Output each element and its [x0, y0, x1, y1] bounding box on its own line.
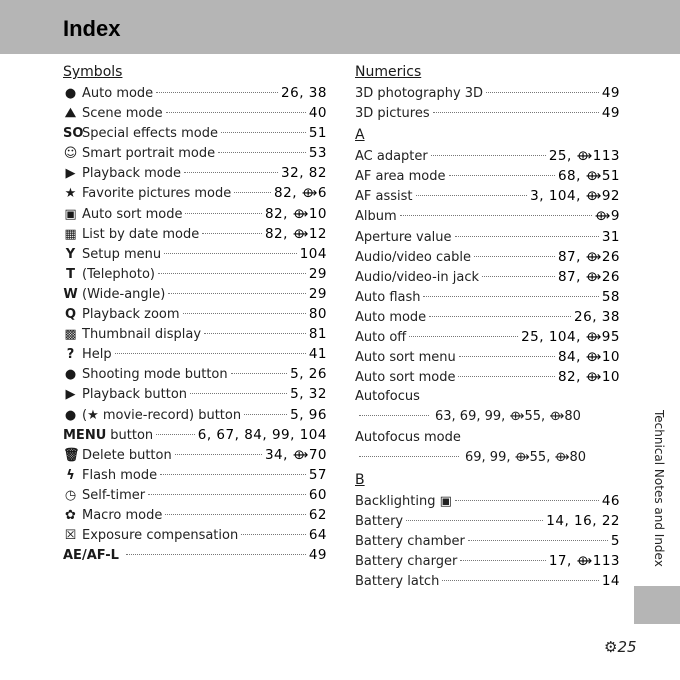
index-entry	[63, 264, 327, 284]
sidebar-tab	[634, 586, 680, 624]
camera-icon: ●	[64, 86, 77, 101]
index-entry	[63, 485, 327, 505]
index-entry	[355, 531, 620, 551]
wide-angle-icon: W	[63, 286, 78, 302]
index-entry-pages[interactable]: 58	[601, 288, 620, 305]
index-entry-term: Auto sort mode	[355, 370, 456, 386]
index-entry	[355, 206, 620, 226]
index-entry-pages[interactable]: 60	[308, 486, 327, 503]
index-entry	[355, 227, 620, 247]
index-entry-subline	[355, 407, 620, 427]
index-entry-pages[interactable]: 84, ⟴10	[557, 349, 620, 366]
list-by-date-icon: ▦	[64, 226, 77, 242]
page-title: Index	[63, 16, 121, 41]
index-entry-term: Special effects mode	[82, 126, 218, 142]
dot-leader	[185, 213, 261, 214]
dot-leader	[431, 155, 546, 156]
index-entry	[63, 244, 327, 264]
index-entry	[63, 364, 327, 384]
section-heading-numerics: Numerics	[355, 64, 422, 80]
index-entry-term: AF assist	[355, 189, 413, 205]
dot-leader	[202, 233, 262, 234]
index-entry-term: Aperture value	[355, 229, 452, 245]
index-entry	[63, 545, 327, 565]
index-entry-term: (★ movie-record) button	[82, 407, 242, 423]
help-icon: ?	[66, 347, 75, 363]
dot-leader	[486, 92, 599, 93]
index-entry	[63, 143, 327, 163]
ae-af-lock-icon: AE/AF-L	[63, 548, 119, 564]
index-entry-term: Shooting mode button	[82, 367, 228, 383]
playback-icon: ▶	[65, 166, 76, 182]
dot-leader	[468, 540, 608, 541]
dot-leader	[459, 356, 555, 357]
index-entry-term: Exposure compensation	[82, 528, 239, 544]
index-entry-term: Playback zoom	[82, 307, 180, 323]
section-heading-b: B	[355, 471, 365, 488]
index-entry-pages[interactable]: 17, ⟴113	[548, 552, 620, 569]
numerics-list	[355, 83, 620, 123]
index-entry	[355, 186, 620, 206]
index-entry	[355, 146, 620, 166]
index-entry	[355, 551, 620, 571]
index-entry-pages[interactable]: 63, 69, 99, ⟴55, ⟴80	[435, 409, 581, 425]
dot-leader	[168, 293, 305, 294]
index-entry-pages[interactable]: 64	[308, 527, 327, 544]
index-entry-pages[interactable]: 57	[308, 466, 327, 483]
index-entry-term: Backlighting ▣	[355, 493, 452, 509]
index-entry	[63, 284, 327, 304]
dot-leader	[183, 313, 306, 314]
index-entry-term: Macro mode	[82, 507, 163, 523]
dot-leader	[148, 494, 306, 495]
index-entry	[63, 163, 327, 183]
dot-leader	[482, 276, 555, 277]
index-entry	[355, 83, 620, 103]
dot-leader	[115, 353, 306, 354]
index-entry-term: 3D pictures	[355, 106, 430, 122]
dot-leader	[449, 175, 555, 176]
index-entry-pages[interactable]: 68, ⟴51	[557, 168, 620, 185]
dot-leader	[165, 514, 305, 515]
index-entry	[355, 267, 620, 287]
b-list	[355, 491, 620, 591]
dot-leader	[190, 393, 287, 394]
index-column-right	[355, 60, 620, 591]
dot-leader	[218, 152, 306, 153]
index-entry-pages[interactable]: 34, ⟴70	[264, 446, 327, 463]
index-entry-pages[interactable]: 53	[308, 145, 327, 162]
index-column-left	[63, 60, 327, 565]
page-header	[0, 0, 680, 54]
index-entry	[355, 347, 620, 367]
index-entry	[63, 324, 327, 344]
index-entry-term: Smart portrait mode	[82, 146, 216, 162]
index-entry-term: Album	[355, 209, 397, 225]
section-heading-a: A	[355, 127, 365, 144]
index-entry-pages[interactable]: 69, 99, ⟴55, ⟴80	[465, 449, 587, 465]
index-entry	[63, 344, 327, 364]
dot-leader	[458, 376, 554, 377]
menu-icon: MENU	[63, 427, 107, 443]
special-effects-icon: SO	[63, 126, 84, 142]
index-entry-term: Battery	[355, 513, 404, 529]
shooting-mode-button-icon: ●	[64, 367, 77, 383]
dot-leader	[158, 273, 306, 274]
dot-leader	[474, 256, 555, 257]
dot-leader	[204, 333, 306, 334]
index-entry-term: Self-timer	[82, 487, 146, 503]
auto-sort-icon: ▣	[64, 206, 77, 222]
index-entry	[63, 445, 327, 465]
index-entry-pages[interactable]: 49	[601, 105, 620, 122]
index-entry-pages[interactable]: 80	[308, 306, 327, 323]
dot-leader	[429, 316, 571, 317]
index-entry-pages[interactable]: 87, ⟴26	[557, 268, 620, 285]
dot-leader	[359, 456, 459, 457]
index-entry	[355, 247, 620, 267]
index-entry-term: Battery chamber	[355, 533, 465, 549]
index-entry-pages[interactable]: 6, 67, 84, 99, 104	[197, 426, 327, 443]
index-entry	[63, 384, 327, 404]
index-entry-term: (Wide-angle)	[82, 286, 166, 302]
index-entry	[63, 304, 327, 324]
index-entry	[355, 287, 620, 307]
telephoto-icon: T	[66, 266, 75, 282]
index-entry-term: Autofocus mode	[355, 429, 461, 445]
index-entry-term: Help	[82, 347, 112, 363]
dot-leader	[406, 520, 543, 521]
index-entry-term: Auto mode	[82, 86, 154, 101]
index-entry	[355, 307, 620, 327]
index-entry-term: AF area mode	[355, 169, 446, 185]
index-entry	[63, 83, 327, 103]
index-entry-term: Favorite pictures mode	[82, 186, 232, 202]
dot-leader	[160, 474, 306, 475]
dot-leader	[455, 500, 599, 501]
index-entry-term: Delete button	[82, 447, 172, 463]
index-entry	[63, 405, 327, 425]
a-list	[355, 146, 620, 387]
dot-leader	[416, 195, 528, 196]
index-entry-term: Audio/video cable	[355, 249, 471, 265]
delete-icon: 🗑	[63, 447, 80, 463]
index-entry	[355, 327, 620, 347]
index-entry	[63, 183, 327, 203]
favorite-icon: ★	[64, 186, 77, 202]
index-entry-term: Flash mode	[82, 467, 158, 483]
index-entry-term: Auto mode	[355, 309, 427, 325]
dot-leader	[156, 434, 195, 435]
index-entry-term: Scene mode	[82, 106, 163, 122]
index-entry	[63, 103, 327, 123]
index-entry-term: Battery latch	[355, 574, 440, 590]
dot-leader	[244, 414, 287, 415]
page-number: ⚙25	[604, 638, 637, 656]
index-entry-term: (Telephoto)	[82, 266, 155, 282]
index-entry-pages[interactable]: 82, ⟴12	[264, 225, 327, 242]
index-entry-pages[interactable]: 25, 104, ⟴95	[521, 329, 620, 346]
index-entry-pages[interactable]: 82, ⟴10	[557, 369, 620, 386]
index-entry-term: Autofocus	[355, 389, 420, 405]
thumbnail-icon: ▩	[64, 327, 77, 343]
dot-leader	[455, 236, 599, 237]
index-entry-term: Audio/video-in jack	[355, 269, 480, 285]
macro-icon: ✿	[65, 507, 76, 523]
dot-leader	[184, 172, 278, 173]
dot-leader	[164, 253, 297, 254]
index-entry-pages[interactable]: 49	[308, 547, 327, 564]
index-entry-pages[interactable]: 41	[308, 346, 327, 363]
index-entry-pages[interactable]: 31	[601, 228, 620, 245]
index-entry-pages[interactable]: 26, 38	[574, 308, 620, 325]
dot-leader	[241, 534, 306, 535]
index-entry	[63, 204, 327, 224]
index-entry	[63, 465, 327, 485]
symbols-list	[63, 83, 327, 565]
index-entry-pages[interactable]: 82, ⟴10	[264, 205, 327, 222]
index-entry	[355, 166, 620, 186]
index-entry	[63, 525, 327, 545]
smart-portrait-icon: ☺	[63, 146, 78, 162]
index-entry-pages[interactable]: 32, 82	[281, 165, 327, 182]
index-entry-pages[interactable]: 46	[601, 492, 620, 509]
playback-button-icon: ▶	[65, 387, 76, 403]
index-entry-pages[interactable]: 81	[308, 326, 327, 343]
dot-leader	[231, 373, 288, 374]
dot-leader	[166, 112, 306, 113]
flash-icon: ϟ	[66, 467, 75, 483]
dot-leader	[234, 192, 271, 193]
index-entry	[355, 511, 620, 531]
index-entry-term: AC adapter	[355, 149, 428, 165]
index-entry-pages[interactable]: 40	[308, 105, 327, 122]
index-entry-subline	[355, 448, 620, 468]
sidebar-section-label: Technical Notes and Index	[652, 410, 666, 567]
index-entry-pages[interactable]: 29	[308, 285, 327, 302]
index-entry-pages[interactable]: 5, 32	[290, 386, 327, 403]
scene-icon: ⛰	[65, 106, 76, 122]
index-entry-pages[interactable]: 26, 38	[281, 85, 327, 101]
index-entry-pages[interactable]: 49	[601, 85, 620, 101]
index-entry	[355, 103, 620, 123]
index-entry-term: 3D photography 3D	[355, 86, 484, 101]
dot-leader	[359, 415, 429, 416]
index-entry-pages[interactable]: 104	[299, 245, 327, 262]
dot-leader	[433, 112, 599, 113]
index-entry-term: Playback button	[82, 387, 188, 403]
section-heading-symbols: Symbols	[63, 64, 123, 80]
index-entry-term: List by date mode	[82, 226, 200, 242]
index-entry-pages[interactable]: 3, 104, ⟴92	[530, 188, 620, 205]
index-entry-pages[interactable]: 25, ⟴113	[548, 148, 620, 165]
index-entry	[355, 491, 620, 511]
index-entry-pages[interactable]: 5, 96	[290, 406, 327, 423]
setup-wrench-icon: Y	[65, 246, 76, 262]
index-entry-pages[interactable]: 5, 26	[290, 366, 327, 383]
index-entry-pages[interactable]: 14, 16, 22	[546, 512, 620, 529]
index-entry-pages[interactable]: 5	[610, 532, 620, 549]
index-entry-term: Auto sort mode	[82, 206, 183, 222]
index-entry-term: Battery charger	[355, 553, 458, 569]
index-entry-pages[interactable]: 87, ⟴26	[557, 248, 620, 265]
self-timer-icon: ◷	[64, 487, 77, 503]
index-entry-term: Auto flash	[355, 289, 421, 305]
index-entry-pages[interactable]: ⟴9	[594, 208, 620, 225]
dot-leader	[442, 580, 599, 581]
index-entry-pages[interactable]: 29	[308, 265, 327, 282]
index-entry-term: Setup menu	[82, 246, 162, 262]
dot-leader	[156, 92, 278, 93]
index-entry-term: Thumbnail display	[82, 327, 202, 343]
index-entry	[63, 425, 327, 445]
index-entry	[63, 123, 327, 143]
index-entry	[63, 224, 327, 244]
index-entry-pages[interactable]: 82, ⟴6	[274, 185, 327, 202]
dot-leader	[423, 296, 598, 297]
dot-leader	[460, 560, 546, 561]
index-entry	[355, 571, 620, 591]
index-entry	[355, 367, 620, 387]
index-entry-term: Auto off	[355, 330, 407, 346]
playback-zoom-icon: Q	[64, 307, 77, 323]
dot-leader	[400, 215, 592, 216]
index-entry-term: Auto sort menu	[355, 350, 456, 366]
index-entry-pages[interactable]: 51	[308, 125, 327, 142]
index-entry-term: Playback mode	[82, 166, 182, 182]
dot-leader	[221, 132, 306, 133]
index-entry-pages[interactable]: 62	[308, 506, 327, 523]
index-entry	[63, 505, 327, 525]
index-entry-pages[interactable]: 14	[601, 573, 620, 590]
dot-leader	[175, 454, 262, 455]
dot-leader	[126, 554, 306, 555]
dot-leader	[409, 336, 518, 337]
index-entry-term: button	[110, 427, 154, 443]
movie-record-icon: ●	[64, 407, 77, 423]
exposure-compensation-icon: ☒	[64, 528, 77, 544]
